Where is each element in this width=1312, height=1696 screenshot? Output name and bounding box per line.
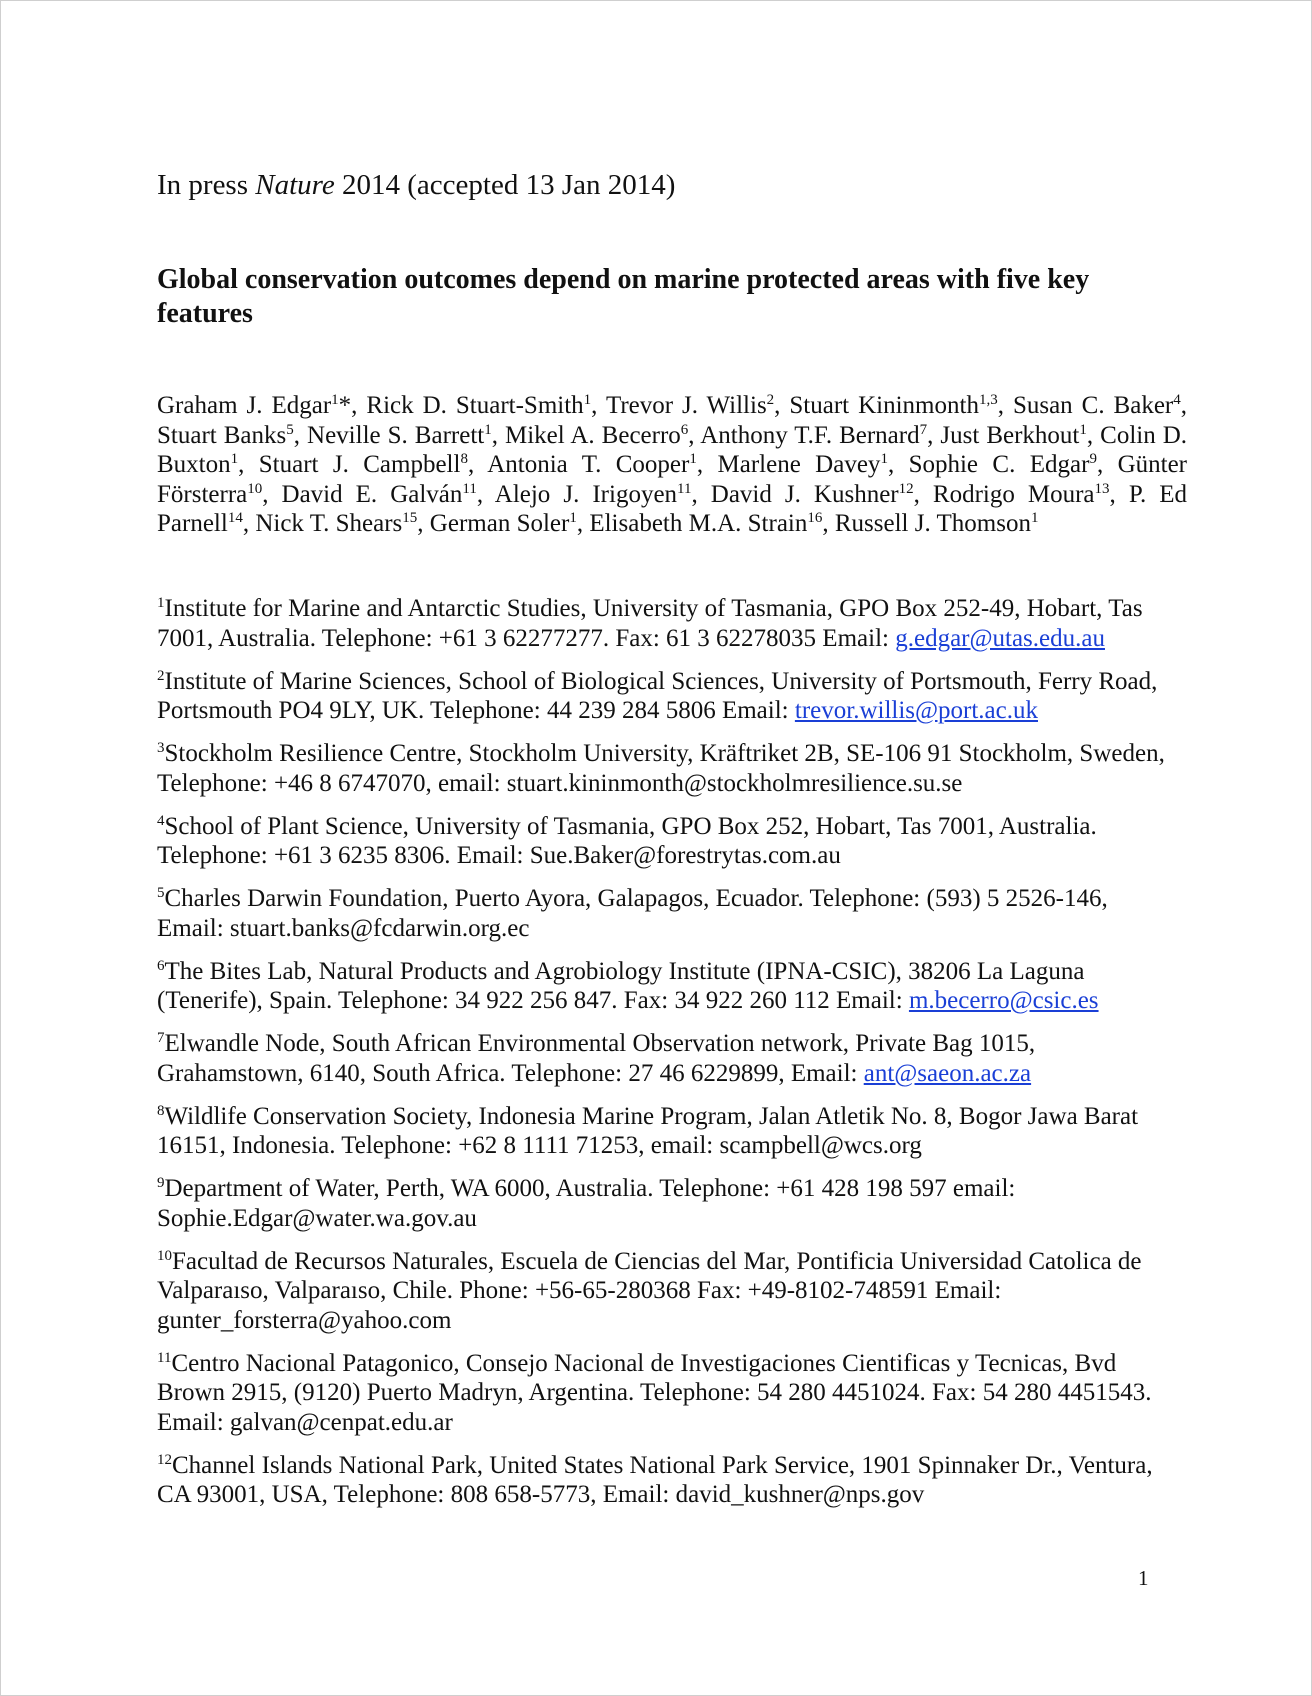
affiliation-10 (157, 1247, 1167, 1336)
author-name: German Soler (429, 510, 570, 537)
author-separator: , (997, 392, 1013, 419)
author-separator: , (238, 451, 259, 478)
author-entry (718, 451, 909, 478)
author-separator: , (696, 451, 718, 478)
author-affiliation-ref: 8 (460, 451, 468, 467)
author-affiliation-ref: 11 (677, 480, 692, 497)
author-name: Rodrigo Moura (932, 480, 1095, 508)
author-name: Colin D. Buxton (157, 421, 1188, 478)
author-name: Stuart Banks (157, 421, 287, 449)
author-separator: , (887, 451, 909, 478)
author-affiliation-ref: 5 (286, 421, 294, 438)
author-entry (255, 510, 429, 537)
author-entry (505, 422, 700, 449)
affiliation-2 (157, 667, 1167, 726)
author-separator: , (351, 392, 367, 419)
author-separator: , (591, 392, 606, 419)
author-separator: , (688, 421, 701, 449)
author-affiliation-ref: 12 (898, 480, 914, 497)
author-affiliation-ref: 1 (583, 392, 592, 408)
author-entry (495, 481, 711, 508)
affiliation-4 (157, 812, 1167, 871)
author-separator: , (1109, 480, 1129, 508)
affiliation-number: 4 (157, 812, 165, 829)
author-name: Günter Försterra (157, 451, 1187, 508)
author-name: Russell J. Thomson (834, 510, 1031, 537)
affiliation-9 (157, 1174, 1167, 1233)
author-separator: , (576, 510, 590, 537)
author-name: Nick T. Shears (255, 510, 403, 537)
author-affiliation-ref: 15 (402, 510, 418, 526)
author-name: David J. Kushner (710, 480, 899, 508)
affiliation-1 (157, 594, 1167, 653)
author-entry (430, 510, 590, 537)
author-name: Anthony T.F. Bernard (700, 421, 920, 449)
author-name: Just Berkhout (940, 421, 1080, 449)
affiliation-number: 9 (157, 1175, 165, 1191)
author-name: Mikel A. Becerro (505, 421, 681, 449)
author-name: Alejo J. Irigoyen (494, 480, 678, 508)
affiliation-3 (157, 739, 1167, 798)
affiliation-text: School of Plant Science, University of Tasmania, GPO Box 252, Hobart, Tas 7001, Australia. Telephone: +61 3 6235 8306. Email: Sue.Baker@forestrytas.com.au (157, 812, 1097, 869)
affiliation-12 (157, 1451, 1167, 1510)
author-name: Stuart Kininmonth (789, 392, 979, 419)
author-entry (589, 510, 835, 537)
affiliation-8 (157, 1102, 1167, 1161)
author-separator: , (774, 392, 790, 419)
author-affiliation-ref: 2 (766, 392, 775, 408)
author-affiliation-ref: 9 (1089, 451, 1097, 467)
author-affiliation-ref: 7 (919, 421, 928, 438)
affiliation-number: 8 (157, 1102, 165, 1119)
author-affiliation-ref: 13 (1094, 480, 1110, 497)
author-affiliation-ref: 1 (230, 451, 239, 467)
author-separator: , (1086, 421, 1101, 449)
author-entry (933, 481, 1129, 508)
affiliation-text: Wildlife Conservation Society, Indonesia Marine Program, Jalan Atletik No. 8, Bogor Jawa Barat 16151, Indonesia. Telephone: +62 8 1111 71253, email: scampbell@wcs.org (157, 1102, 1139, 1159)
author-entry (259, 451, 487, 478)
author-entry (909, 451, 1118, 478)
author-entry (157, 392, 366, 419)
affiliation-6 (157, 957, 1167, 1016)
affiliation-text: The Bites Lab, Natural Products and Agrobiology Institute (IPNA-CSIC), 38206 La Laguna (Tenerife), Spain. Telephone: 34 922 256 847. Fax: 34 922 260 112 Email: (157, 957, 1085, 1014)
author-entry (700, 422, 940, 449)
author-affiliation-ref: 1 (331, 392, 339, 408)
affiliation-11 (157, 1349, 1167, 1438)
author-affiliation-ref: 1 (1030, 510, 1039, 526)
paper-title: Global conservation outcomes depend on marine protected areas with five key features (157, 264, 1090, 329)
email-link[interactable]: trevor.willis@port.ac.uk (794, 697, 1038, 724)
author-affiliation-ref: 10 (247, 480, 263, 497)
affiliation-text: Channel Islands National Park, United States National Park Service, 1901 Spinnaker Dr., Ventura, CA 93001, USA, Telephone: 808 658-5773, Email: david_kushner@nps.gov (157, 1451, 1153, 1508)
status-suffix: 2014 (accepted 13 Jan 2014) (334, 169, 676, 201)
author-affiliation-ref: 4 (1173, 392, 1181, 408)
affiliation-text: Centro Nacional Patagonico, Consejo Nacional de Investigaciones Cientificas y Tecnicas, Bvd Brown 2915, (9120) Puerto Madryn, Argentina. Telephone: 54 280 4451024. Fax: 54 280 4451543. Email: galvan@cenpat.edu.ar (157, 1349, 1152, 1436)
author-entry (606, 392, 789, 419)
author-affiliation-ref: 1 (880, 451, 888, 467)
author-list (157, 391, 1187, 539)
affiliation-number: 2 (157, 667, 165, 684)
author-entry (307, 422, 505, 449)
author-separator: , (491, 421, 505, 449)
affiliation-text: Elwandle Node, South African Environmental Observation network, Private Bag 1015, Grahamstown, 6140, South Africa. Telephone: 27 46 6229899, Email: (157, 1030, 1036, 1087)
author-entry (157, 422, 307, 449)
affiliation-number: 6 (157, 957, 165, 974)
author-name: Graham J. Edgar (157, 392, 332, 419)
author-separator: , (476, 480, 495, 508)
author-entry (366, 392, 606, 419)
author-name: Trevor J. Willis (605, 392, 767, 419)
author-entry (835, 510, 1039, 537)
affiliation-list (157, 594, 1167, 1523)
author-separator: , (1180, 392, 1187, 419)
author-name: Neville S. Barrett (307, 421, 485, 449)
author-separator: , (467, 451, 488, 478)
affiliation-number: 5 (157, 885, 165, 901)
author-separator: , (927, 421, 941, 449)
affiliation-number: 10 (157, 1247, 172, 1264)
affiliation-text: Stockholm Resilience Centre, Stockholm University, Kräftriket 2B, SE-106 91 Stockholm, Sweden, Telephone: +46 8 6747070, email: stuart.kininmonth@stockholmresilience.su.se (157, 740, 1165, 797)
author-separator: , (417, 510, 430, 537)
author-entry (789, 392, 1013, 419)
author-affiliation-ref: 14 (227, 510, 243, 526)
author-affiliation-ref: 1 (569, 510, 577, 526)
affiliation-number: 7 (157, 1030, 165, 1046)
email-link[interactable]: m.becerro@csic.es (908, 987, 1099, 1014)
author-name: Stuart J. Campbell (258, 451, 461, 478)
affiliation-5 (157, 884, 1167, 943)
author-entry (711, 481, 933, 508)
author-name: David E. Galván (281, 480, 463, 508)
affiliation-text: Institute of Marine Sciences, School of Biological Sciences, University of Portsmouth, Ferry Road, Portsmouth PO4 9LY, UK. Telephone: 44 239 284 5806 Email: (157, 667, 1158, 724)
author-affiliation-ref: 6 (680, 421, 689, 438)
email-link[interactable]: g.edgar@utas.edu.au (895, 624, 1105, 652)
author-name: P. Ed Parnell (157, 480, 1188, 537)
author-affiliation-ref: 11 (462, 480, 477, 497)
affiliation-number: 12 (157, 1451, 172, 1468)
publication-status (157, 167, 675, 203)
author-separator: , (913, 480, 933, 508)
corresponding-author-mark: * (338, 392, 352, 419)
affiliation-7 (157, 1029, 1167, 1088)
author-affiliation-ref: 1 (689, 451, 697, 467)
affiliation-text: Facultad de Recursos Naturales, Escuela de Ciencias del Mar, Pontificia Universidad Catolica de Valparaıso, Valparaıso, Chile. Phone: +56-65-280368 Fax: +49-8102-748591 Email: gunter_forsterra@yahoo.com (157, 1247, 1142, 1334)
author-name: Elisabeth M.A. Strain (589, 510, 808, 537)
author-entry (487, 451, 717, 478)
author-affiliation-ref: 1,3 (978, 392, 998, 408)
author-name: Susan C. Baker (1012, 392, 1174, 419)
author-separator: , (822, 510, 835, 537)
journal-name: Nature (255, 169, 335, 201)
author-separator: , (691, 480, 711, 508)
author-name: Antonia T. Cooper (487, 451, 690, 478)
page-number: 1 (1138, 1566, 1149, 1590)
status-prefix: In press (157, 169, 256, 201)
affiliation-number: 11 (157, 1349, 172, 1366)
email-link[interactable]: ant@saeon.ac.za (863, 1059, 1032, 1087)
author-name: Rick D. Stuart-Smith (366, 392, 584, 419)
author-name: Marlene Davey (717, 451, 881, 478)
author-entry (282, 481, 495, 508)
affiliation-number: 3 (157, 740, 165, 756)
author-affiliation-ref: 1 (484, 421, 492, 438)
affiliation-text: Department of Water, Perth, WA 6000, Australia. Telephone: +61 428 198 597 email: Sophie.Edgar@water.wa.gov.au (157, 1175, 1016, 1232)
author-entry (1013, 392, 1187, 419)
author-separator: , (262, 480, 282, 508)
author-name: Sophie C. Edgar (908, 451, 1090, 478)
affiliation-text: Institute for Marine and Antarctic Studies, University of Tasmania, GPO Box 252-49, Hobart, Tas 7001, Australia. Telephone: +61 3 62277277. Fax: 61 3 62278035 Email: (157, 595, 1143, 652)
affiliation-text: Charles Darwin Foundation, Puerto Ayora, Galapagos, Ecuador. Telephone: (593) 5 2526-146, Email: stuart.banks@fcdarwin.org.ec (157, 885, 1108, 942)
author-affiliation-ref: 16 (807, 510, 823, 526)
author-entry (940, 422, 1100, 449)
author-separator: , (242, 510, 256, 537)
author-affiliation-ref: 1 (1079, 421, 1087, 438)
author-separator: , (1096, 451, 1118, 478)
affiliation-number: 1 (157, 595, 165, 611)
author-separator: , (293, 421, 308, 449)
